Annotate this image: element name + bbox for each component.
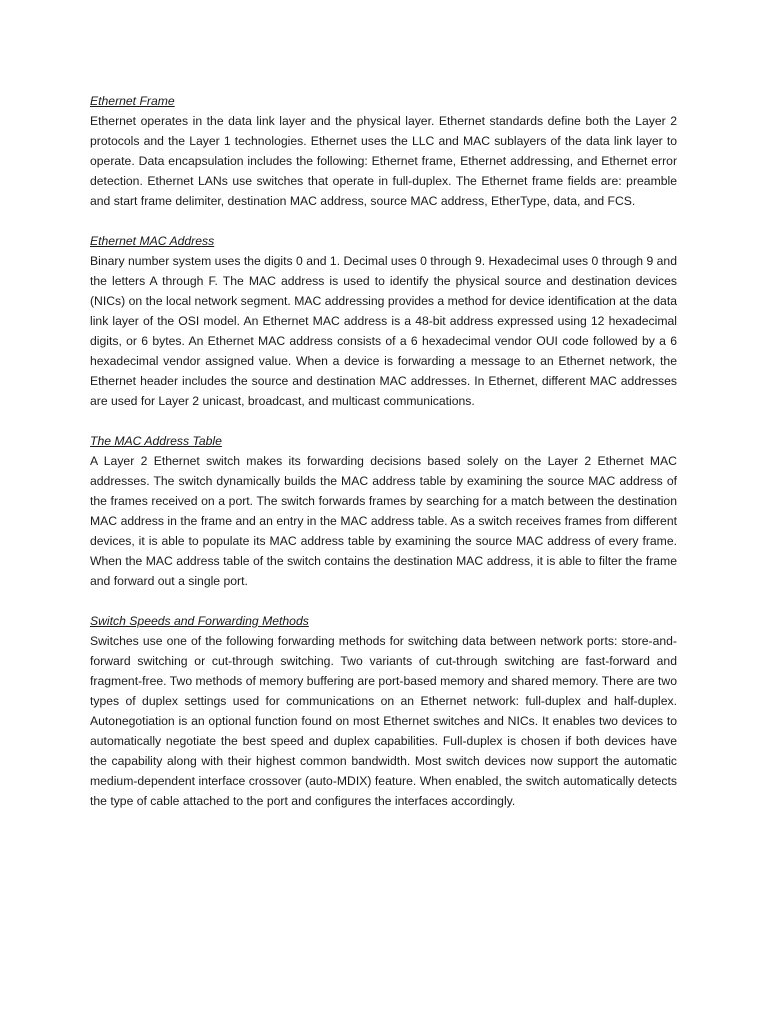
document-page [90,91,677,831]
section-ethernet-mac-address [90,231,677,411]
section-body: Binary number system uses the digits 0 and 1. Decimal uses 0 through 9. Hexadecimal uses 0 through 9 and the letters A through F. The MAC address is used to identify the physical source and destination devices (NICs) on the local network segment. MAC addressing provides a method for device identification at the data link layer of the OSI model. An Ethernet MAC address is a 48-bit address expressed using 12 hexadecimal digits, or 6 bytes. An Ethernet MAC address consists of a 6 hexadecimal vendor OUI code followed by a 6 hexadecimal vendor assigned value. When a device is forwarding a message to an Ethernet network, the Ethernet header includes the source and destination MAC addresses. In Ethernet, different MAC addresses are used for Layer 2 unicast, broadcast, and multicast communications. [90,254,677,408]
section-ethernet-frame [90,91,677,211]
section-heading: Switch Speeds and Forwarding Methods [90,614,309,628]
section-heading: Ethernet MAC Address [90,234,215,248]
section-body: Switches use one of the following forwarding methods for switching data between network ports: store-and-forward switching or cut-through switching. Two variants of cut-through switching are fast-forward and fragment-free. Two methods of memory buffering are port-based memory and shared memory. There are two types of duplex settings used for communications on an Ethernet network: full-duplex and half-duplex. Autonegotiation is an optional function found on most Ethernet switches and NICs. It enables two devices to automatically negotiate the best speed and duplex capabilities. Full-duplex is chosen if both devices have the capability along with their highest common bandwidth. Most switch devices now support the automatic medium-dependent interface crossover (auto-MDIX) feature. When enabled, the switch automatically detects the type of cable attached to the port and configures the interfaces accordingly. [90,634,677,808]
section-heading: The MAC Address Table [90,434,222,448]
section-mac-address-table [90,431,677,591]
section-body: Ethernet operates in the data link layer and the physical layer. Ethernet standards define both the Layer 2 protocols and the Layer 1 technologies. Ethernet uses the LLC and MAC sublayers of the data link layer to operate. Data encapsulation includes the following: Ethernet frame, Ethernet addressing, and Ethernet error detection. Ethernet LANs use switches that operate in full-duplex. The Ethernet frame fields are: preamble and start frame delimiter, destination MAC address, source MAC address, EtherType, data, and FCS. [90,114,677,208]
section-body: A Layer 2 Ethernet switch makes its forwarding decisions based solely on the Layer 2 Ethernet MAC addresses. The switch dynamically builds the MAC address table by examining the source MAC address of the frames received on a port. The switch forwards frames by searching for a match between the destination MAC address in the frame and an entry in the MAC address table. As a switch receives frames from different devices, it is able to populate its MAC address table by examining the source MAC address of every frame. When the MAC address table of the switch contains the destination MAC address, it is able to filter the frame and forward out a single port. [90,454,677,588]
section-heading: Ethernet Frame [90,94,175,108]
section-switch-speeds [90,611,677,811]
